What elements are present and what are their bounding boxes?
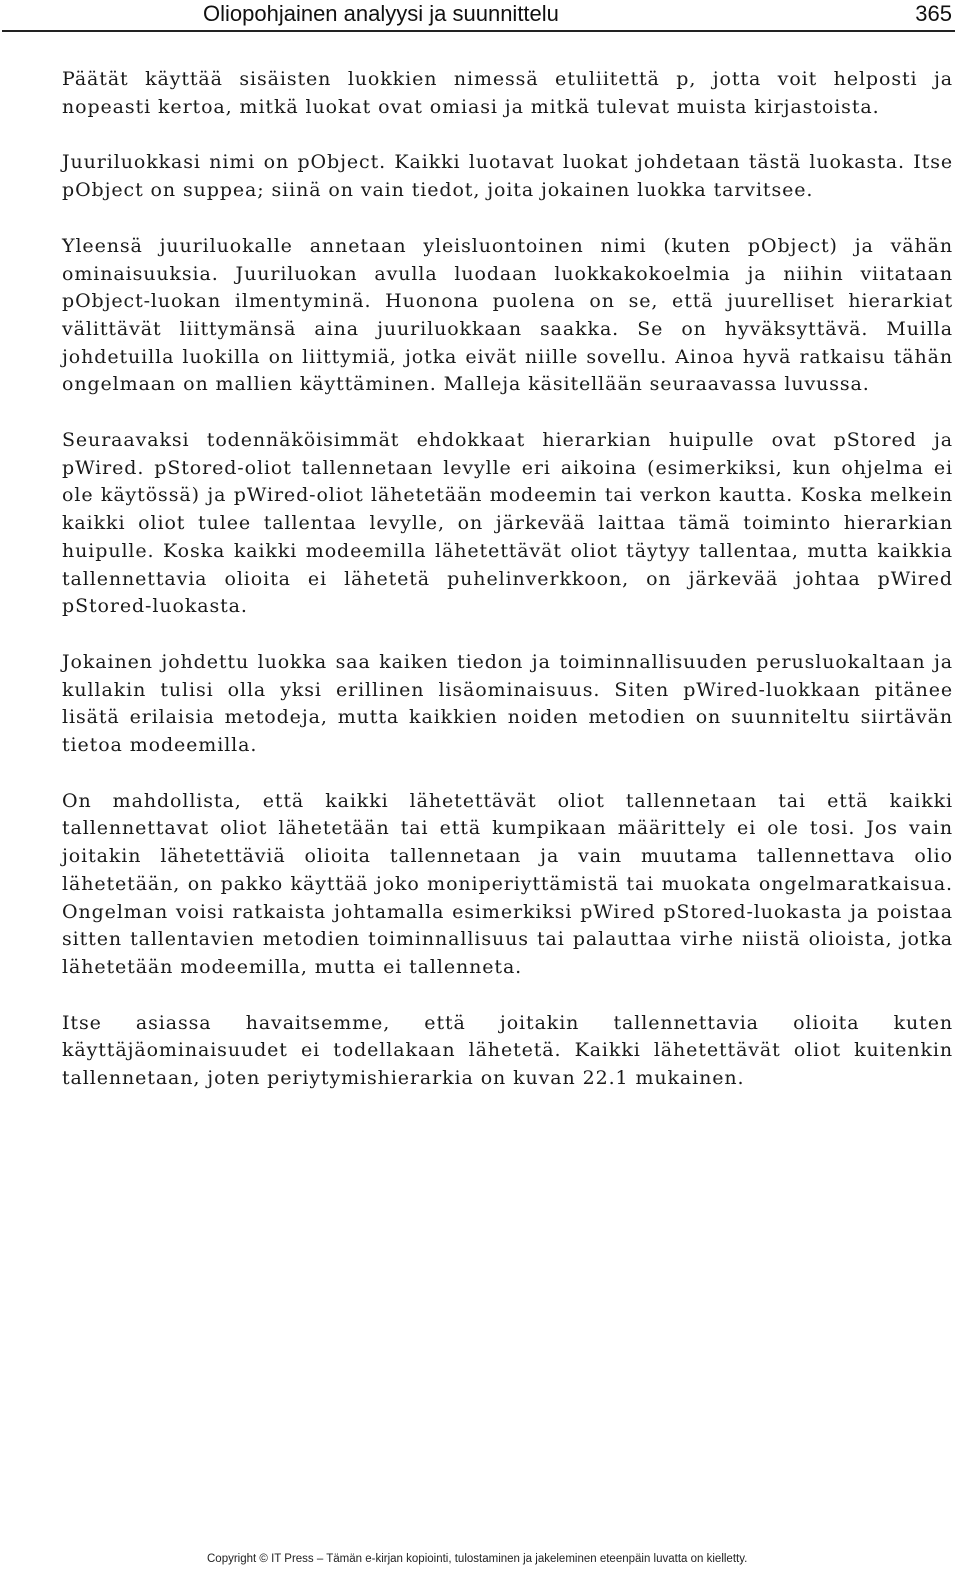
paragraph-1: Päätät käyttää sisäisten luokkien nimessä etuliitettä p, jotta voit helposti ja nopeasti kertoa, mitkä luokat ovat omiasi ja mitkä tulevat muista kirjastoista. [62, 68, 953, 118]
paragraph-7: Itse asiassa havaitsemme, että joitakin tallennettavia olioita kuten käyttäjäominaisuudet ei todellakaan lähetetä. Kaikki lähetettävät oliot kuitenkin tallennetaan, joten periytymishierarkia on kuvan 22.1 mukainen. [62, 1011, 953, 1090]
paragraph-6: On mahdollista, että kaikki lähetettävät oliot tallennetaan tai että kaikki tallennettavat oliot lähetetään tai että kumpikaan määrittely ei ole tosi. Jos vain joitakin lähetettäviä olioita tallennetaan ja vain muutama tallennettava olio lähetetään, on pakko käyttää joko moniperiyttämistä tai muokata ongelmaratkaisua. Ongelman voisi ratkaista johtamalla esimerkiksi pWired pStored-luokasta ja poistaa sitten tallentavien metodien toiminnallisuus tai palauttaa virhe niistä olioista, jotka lähetetään modeemilla, mutta ei tallenneta. [62, 789, 953, 978]
paragraph-2: Juuriluokkasi nimi on pObject. Kaikki luotavat luokat johdetaan tästä luokasta. Itse pObject on suppea; siinä on vain tiedot, joita jokainen luokka tarvitsee. [62, 151, 953, 202]
paragraph-5: Jokainen johdettu luokka saa kaiken tiedon ja toiminnallisuuden perusluokaltaan ja kullakin tulisi olla yksi erillinen lisäominaisuus. Siten pWired-luokkaan pitänee lisätä erilaisia metodeja, mutta kaikkien noiden metodien on suunniteltu siirtävän tietoa modeemilla. [62, 650, 953, 757]
paragraph-3: Yleensä juuriluokalle annetaan yleisluontoinen nimi (kuten pObject) ja vähän ominaisuuksia. Juuriluokan avulla luodaan luokkakokoelmia ja niihin viitataan pObject-luokan ilmentyminä. Huonona puolena on se, että juurelliset hierarkiat välittävät liittymänsä aina juuriluokkaan saakka. Se on hyväksyttävä. Muilla johdetuilla luokilla on liittymiä, jotka eivät niille sovellu. Ainoa hyvä ratkaisu tähän ongelmaan on mallien käyttäminen. Malleja käsitellään seuraavassa luvussa. [62, 234, 953, 396]
page-number: 365 [915, 1, 952, 26]
paragraph-4: Seuraavaksi todennäköisimmät ehdokkaat hierarkian huipulle ovat pStored ja pWired. pStored-oliot tallennetaan levylle eri aikoina (esimerkiksi, kun ohjelma ei ole käytössä) ja pWired-oliot lähetetään modeemin tai verkon kautta. Koska melkein kaikki oliot tulee tallentaa levylle, on järkevää laittaa tämä toiminto hierarkian huipulle. Koska kaikki modeemilla lähetettävät oliot täytyy tallentaa, mutta kaikkia tallennettavia olioita ei lähetetä puhelinverkkoon, on järkevää johtaa pWired pStored-luokasta. [62, 429, 953, 618]
body-text [62, 66, 953, 1093]
copyright-notice: Copyright © IT Press – Tämän e-kirjan kopiointi, tulostaminen ja jakeleminen eteenpäin luvatta on kielletty. [207, 1553, 748, 1565]
page-header [0, 0, 960, 32]
running-title: Oliopohjainen analyysi ja suunnittelu [203, 1, 559, 26]
header-divider [2, 30, 955, 32]
